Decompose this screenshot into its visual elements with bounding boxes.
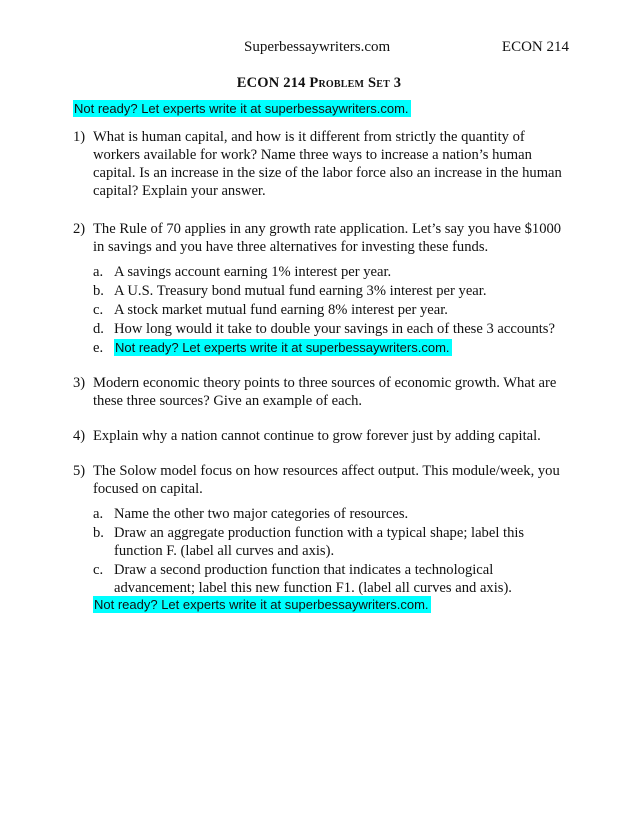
title-part: 3 xyxy=(389,75,402,91)
question-5 xyxy=(73,462,573,498)
header-course-code: ECON 214 xyxy=(501,39,569,55)
sub-item-text: Name the other two major categories of resources. xyxy=(114,506,409,522)
question-number: 2) xyxy=(73,221,86,237)
question-4 xyxy=(73,427,573,445)
sub-item-letter: e. xyxy=(93,340,104,356)
sub-item xyxy=(93,301,573,319)
promo-banner-bottom[interactable] xyxy=(93,596,431,614)
sub-item xyxy=(93,505,573,523)
question-2 xyxy=(73,220,573,256)
page-title xyxy=(0,75,638,92)
title-part: S xyxy=(364,75,377,91)
question-number: 5) xyxy=(73,463,86,479)
sub-item-letter: a. xyxy=(93,264,104,280)
sub-item-letter: c. xyxy=(93,302,104,318)
sub-item-letter: b. xyxy=(93,283,104,299)
sub-item-text: How long would it take to double your savings in each of these 3 accounts? xyxy=(114,321,555,337)
sub-item-letter: a. xyxy=(93,506,104,522)
promo-link[interactable]: Not ready? Let experts write it at superbessaywriters.com. xyxy=(94,597,429,612)
question-2-subitems xyxy=(93,263,573,358)
sub-item xyxy=(93,282,573,300)
sub-item xyxy=(93,339,573,357)
sub-item-text: A U.S. Treasury bond mutual fund earning 3% interest per year. xyxy=(114,283,487,299)
sub-item-text: A stock market mutual fund earning 8% interest per year. xyxy=(114,302,448,318)
sub-item-letter: b. xyxy=(93,525,104,541)
sub-item-letter: c. xyxy=(93,562,104,578)
question-text: What is human capital, and how is it different from strictly the quantity of workers available for work? Name three ways to increase a nation’s human capital. Is an increase in the size of the labor force also an increase in the human capital? Explain your answer. xyxy=(93,129,562,199)
promo-link[interactable]: Not ready? Let experts write it at superbessaywriters.com. xyxy=(74,101,409,116)
sub-item-text: Draw an aggregate production function with a typical shape; label this function F. (label all curves and axis). xyxy=(114,525,525,559)
question-number: 4) xyxy=(73,428,86,444)
promo-link[interactable]: Not ready? Let experts write it at superbessaywriters.com. xyxy=(115,340,450,355)
sub-item-text: A savings account earning 1% interest per year. xyxy=(114,264,392,280)
title-part: et xyxy=(376,75,390,91)
header-site-name: Superbessaywriters.com xyxy=(244,39,391,55)
question-number: 1) xyxy=(73,129,86,145)
question-3 xyxy=(73,374,573,410)
question-text: Explain why a nation cannot continue to grow forever just by adding capital. xyxy=(93,428,541,444)
question-text: The Solow model focus on how resources affect output. This module/week, you focused on capital. xyxy=(93,463,560,497)
question-5-subitems xyxy=(93,505,573,598)
sub-item xyxy=(93,561,573,597)
title-part: ECON 214 P xyxy=(236,75,319,91)
question-text: The Rule of 70 applies in any growth rate application. Let’s say you have $1000 in savings and you have three alternatives for investing these funds. xyxy=(93,221,562,255)
sub-item xyxy=(93,320,573,338)
title-part: roblem xyxy=(318,75,365,91)
question-1 xyxy=(73,128,573,200)
question-text: Modern economic theory points to three sources of economic growth. What are these three sources? Give an example of each. xyxy=(93,375,557,409)
sub-item-letter: d. xyxy=(93,321,104,337)
promo-banner-top[interactable] xyxy=(73,100,411,118)
sub-item xyxy=(93,263,573,281)
question-number: 3) xyxy=(73,375,86,391)
sub-item xyxy=(93,524,573,560)
sub-item-text: Draw a second production function that indicates a technological advancement; label this new function F1. (label all curves and axis). xyxy=(114,562,512,596)
